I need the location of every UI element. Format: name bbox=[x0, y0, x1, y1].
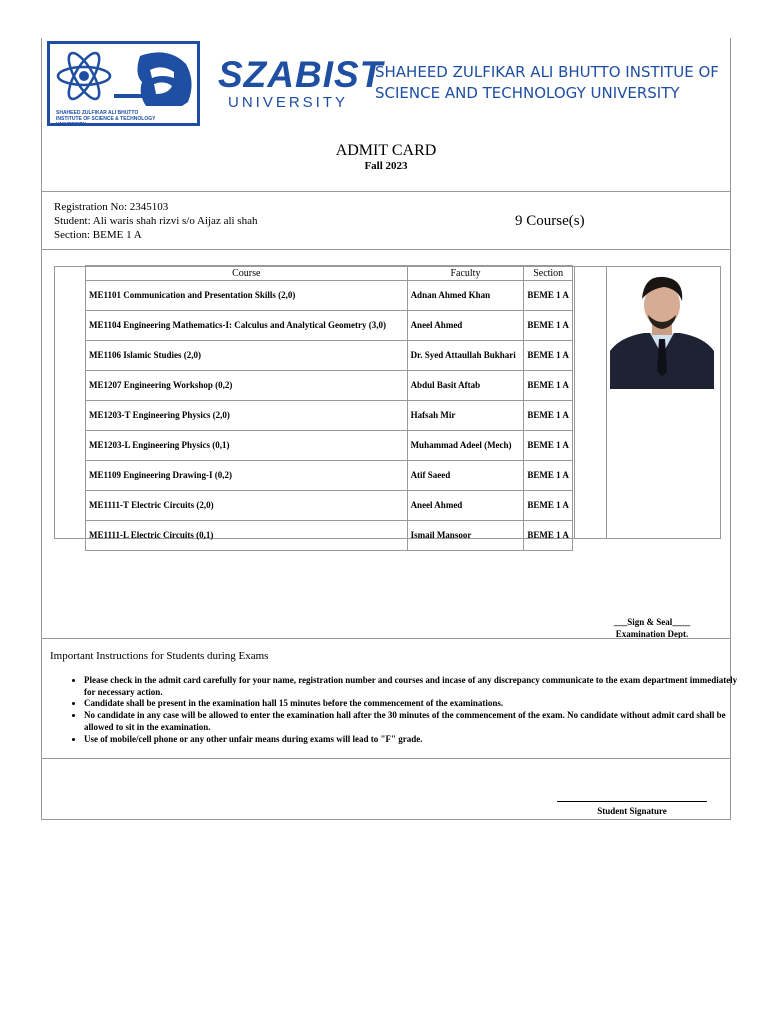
divider bbox=[42, 191, 730, 192]
section-cell: BEME 1 A bbox=[524, 401, 573, 431]
table-row bbox=[86, 401, 573, 431]
student-name: Student: Ali waris shah rizvi s/o Aijaz ali shah bbox=[54, 215, 258, 227]
instructions-list bbox=[68, 675, 744, 745]
section-cell: BEME 1 A bbox=[524, 341, 573, 371]
course-count: 9 Course(s) bbox=[515, 213, 585, 229]
frame-divider bbox=[574, 267, 575, 538]
brand-wordmark: SZABIST bbox=[218, 54, 384, 95]
course-cell: ME1101 Communication and Presentation Skills (2,0) bbox=[86, 281, 408, 311]
student-info bbox=[54, 200, 257, 242]
table-row bbox=[86, 491, 573, 521]
section-cell: BEME 1 A bbox=[524, 491, 573, 521]
header-course: Course bbox=[86, 266, 408, 281]
faculty-cell: Dr. Syed Attaullah Bukhari bbox=[407, 341, 524, 371]
logo-caption: SHAHEED ZULFIKAR ALI BHUTTO INSTITUTE OF SCIENCE & TECHNOLOGY UNIVERSITY bbox=[56, 110, 156, 126]
course-cell: ME1111-T Electric Circuits (2,0) bbox=[86, 491, 408, 521]
table-row bbox=[86, 461, 573, 491]
instruction-item: • No candidate in any case will be allowed to enter the examination hall after the 30 minutes of the commencement of the exam. No candidate without admit card shall be allowed to sit in the examination. bbox=[84, 710, 744, 733]
section-cell: BEME 1 A bbox=[524, 431, 573, 461]
sign-and-seal bbox=[582, 616, 722, 640]
student-portrait-icon bbox=[610, 271, 714, 389]
section-cell: BEME 1 A bbox=[524, 281, 573, 311]
course-cell: ME1106 Islamic Studies (2,0) bbox=[86, 341, 408, 371]
brand-subtitle: UNIVERSITY bbox=[228, 94, 349, 111]
university-name-line-1: SHAHEED ZULFIKAR ALI BHUTTO INSTITUE OF bbox=[375, 63, 719, 81]
term-label: Fall 2023 bbox=[364, 160, 408, 172]
student-signature-label: Student Signature bbox=[597, 806, 667, 816]
section-cell: BEME 1 A bbox=[524, 311, 573, 341]
instructions-title: Important Instructions for Students during Exams bbox=[50, 650, 269, 662]
sign-seal-label: ___Sign & Seal____ bbox=[613, 617, 691, 627]
course-table bbox=[85, 265, 573, 551]
student-section: Section: BEME 1 A bbox=[54, 229, 142, 241]
table-row bbox=[86, 281, 573, 311]
divider bbox=[42, 249, 730, 250]
table-row bbox=[86, 371, 573, 401]
section-cell: BEME 1 A bbox=[524, 371, 573, 401]
header-section: Section bbox=[524, 266, 573, 281]
course-cell: ME1109 Engineering Drawing-I (0,2) bbox=[86, 461, 408, 491]
course-cell: ME1203-T Engineering Physics (2,0) bbox=[86, 401, 408, 431]
section-cell: BEME 1 A bbox=[524, 461, 573, 491]
divider bbox=[42, 758, 730, 759]
instruction-item: • Use of mobile/cell phone or any other unfair means during exams will lead to "F" grade. bbox=[84, 734, 744, 746]
table-row bbox=[86, 521, 573, 551]
exam-dept-label: Examination Dept. bbox=[615, 629, 689, 639]
section-cell: BEME 1 A bbox=[524, 521, 573, 551]
instruction-item: • Please check in the admit card carefully for your name, registration number and courses and incase of any discrepancy communicate to the exam department immediately for necessary action. bbox=[84, 675, 744, 698]
divider bbox=[42, 638, 730, 639]
faculty-cell: Aneel Ahmed bbox=[407, 311, 524, 341]
registration-number: Registration No: 2345103 bbox=[54, 201, 169, 213]
table-header-row bbox=[86, 266, 573, 281]
university-full-name bbox=[375, 62, 735, 104]
faculty-cell: Adnan Ahmed Khan bbox=[407, 281, 524, 311]
frame-divider bbox=[606, 267, 607, 538]
course-cell: ME1104 Engineering Mathematics-I: Calculus and Analytical Geometry (3,0) bbox=[86, 311, 408, 341]
faculty-cell: Atif Saeed bbox=[407, 461, 524, 491]
instruction-item: • Candidate shall be present in the examination hall 15 minutes before the commencement of the examinations. bbox=[84, 698, 744, 710]
course-cell: ME1203-L Engineering Physics (0,1) bbox=[86, 431, 408, 461]
table-row bbox=[86, 311, 573, 341]
table-row bbox=[86, 431, 573, 461]
admit-card-title: ADMIT CARD bbox=[335, 142, 437, 159]
faculty-cell: Ismail Mansoor bbox=[407, 521, 524, 551]
faculty-cell: Abdul Basit Aftab bbox=[407, 371, 524, 401]
university-name-line-2: SCIENCE AND TECHNOLOGY UNIVERSITY bbox=[375, 84, 680, 102]
signature-line bbox=[557, 801, 707, 802]
course-cell: ME1111-L Electric Circuits (0,1) bbox=[86, 521, 408, 551]
course-cell: ME1207 Engineering Workshop (0,2) bbox=[86, 371, 408, 401]
table-row bbox=[86, 341, 573, 371]
faculty-cell: Aneel Ahmed bbox=[407, 491, 524, 521]
faculty-cell: Hafsah Mir bbox=[407, 401, 524, 431]
student-photo bbox=[610, 271, 714, 389]
university-logo bbox=[47, 41, 200, 126]
admit-card bbox=[41, 38, 738, 820]
header-faculty: Faculty bbox=[407, 266, 524, 281]
faculty-cell: Muhammad Adeel (Mech) bbox=[407, 431, 524, 461]
